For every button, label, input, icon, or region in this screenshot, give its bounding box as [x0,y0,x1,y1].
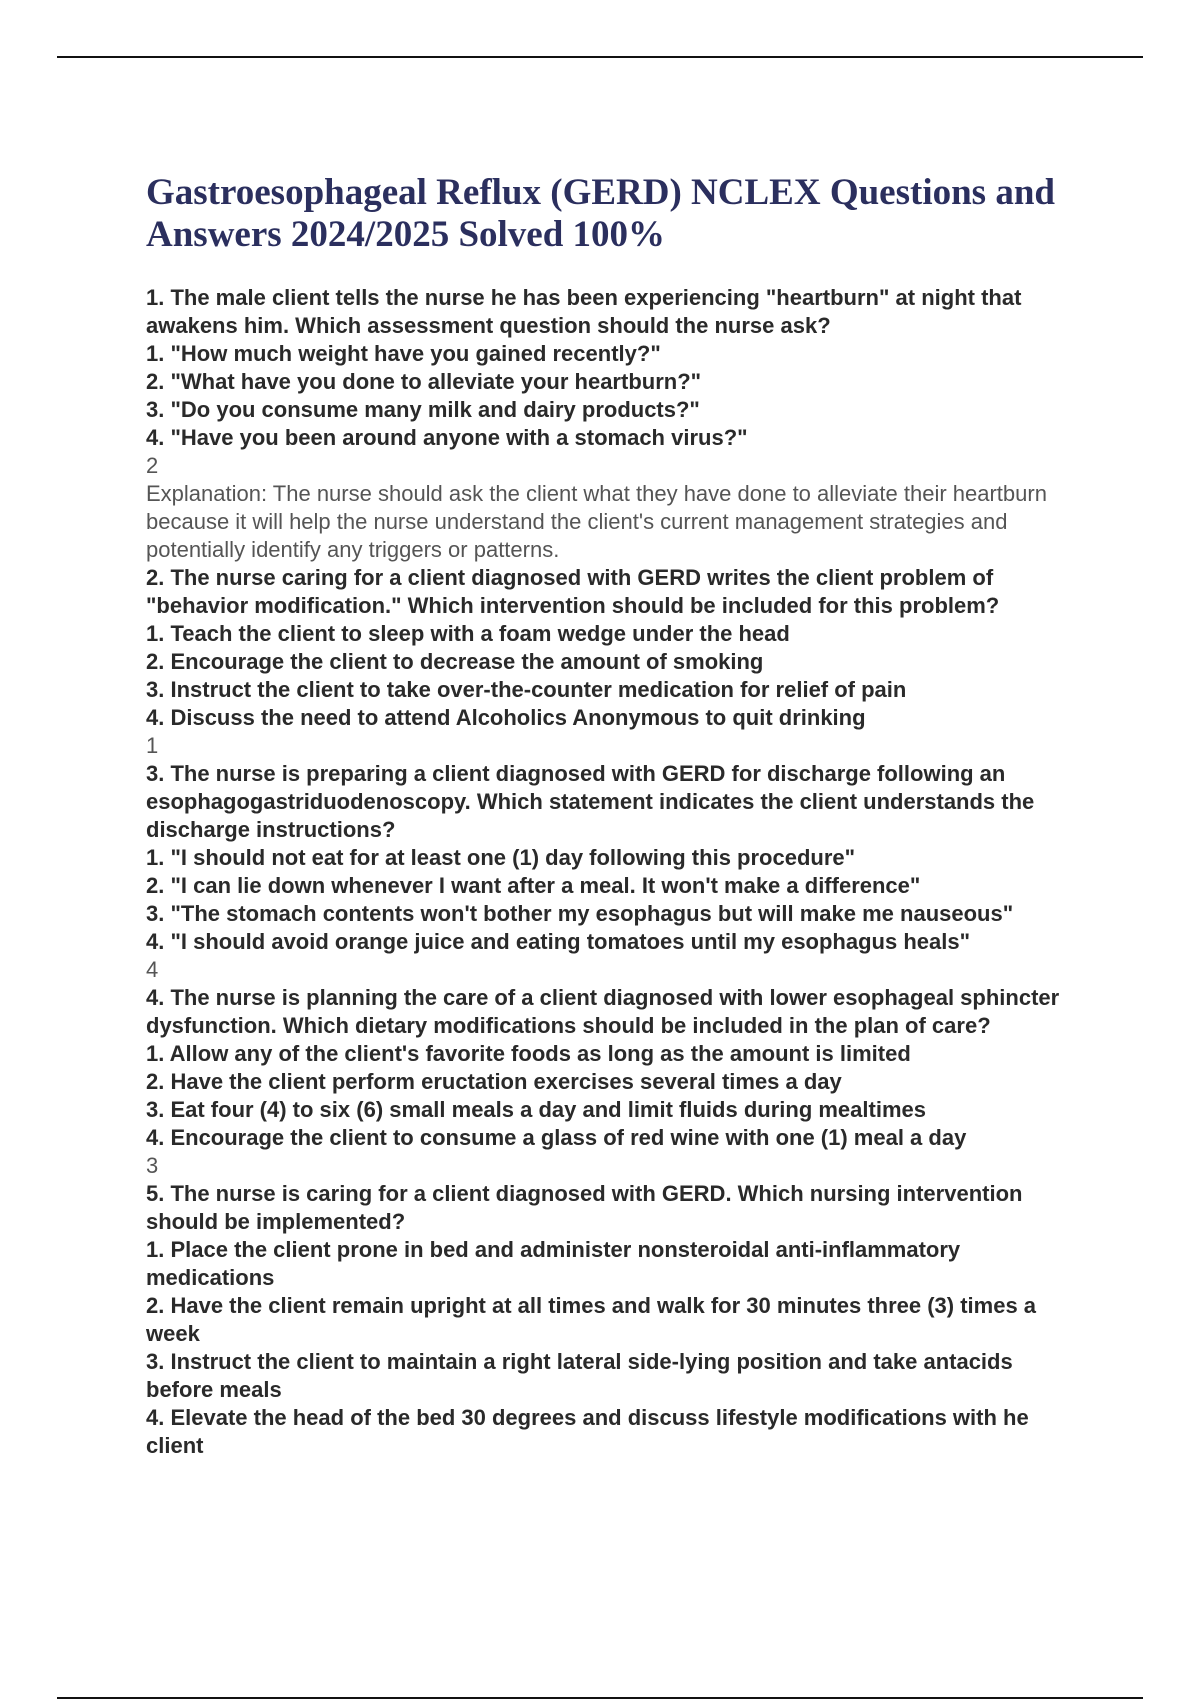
answer-option: 2. Have the client remain upright at all times and walk for 30 minutes three (3) times a week [146,1293,1037,1346]
question-block [146,564,1086,760]
correct-answer: 1 [146,733,159,758]
question-stem: 2. The nurse caring for a client diagnosed with GERD writes the client problem of "behavior modification." Which intervention should be included for this problem? [146,565,1000,618]
question-block [146,760,1086,984]
question-stem: 4. The nurse is planning the care of a client diagnosed with lower esophageal sphincter dysfunction. Which dietary modifications should be included in the plan of care? [146,985,1060,1038]
answer-option: 2. Have the client perform eructation exercises several times a day [146,1069,842,1094]
answer-option: 2. Encourage the client to decrease the amount of smoking [146,649,764,674]
answer-option: 2. "I can lie down whenever I want after a meal. It won't make a difference" [146,873,921,898]
correct-answer: 4 [146,957,159,982]
answer-option: 1. Allow any of the client's favorite foods as long as the amount is limited [146,1041,911,1066]
answer-option: 1. "I should not eat for at least one (1) day following this procedure" [146,845,856,870]
question-stem: 1. The male client tells the nurse he has been experiencing "heartburn" at night that awakens him. Which assessment question should the nurse ask? [146,285,1022,338]
answer-option: 4. Elevate the head of the bed 30 degrees and discuss lifestyle modifications with he client [146,1405,1029,1458]
answer-option: 1. Teach the client to sleep with a foam wedge under the head [146,621,790,646]
qa-list [146,284,1086,1460]
answer-option: 4. Encourage the client to consume a glass of red wine with one (1) meal a day [146,1125,967,1150]
answer-explanation: Explanation: The nurse should ask the client what they have done to alleviate their heartburn because it will help the nurse understand the client's current management strategies and potentially identify any triggers or patterns. [146,481,1047,562]
answer-option: 3. "The stomach contents won't bother my esophagus but will make me nauseous" [146,901,1014,926]
answer-option: 1. "How much weight have you gained recently?" [146,341,661,366]
document-title: Gastroesophageal Reflux (GERD) NCLEX Questions and Answers 2024/2025 Solved 100% [146,172,1055,255]
answer-option: 3. "Do you consume many milk and dairy products?" [146,397,700,422]
question-stem: 3. The nurse is preparing a client diagnosed with GERD for discharge following an esophagogastriduodenoscopy. Which statement indicates the client understands the discharge instructions? [146,761,1035,842]
question-block [146,1180,1086,1460]
answer-option: 3. Instruct the client to take over-the-counter medication for relief of pain [146,677,907,702]
top-divider [57,56,1143,58]
answer-option: 1. Place the client prone in bed and administer nonsteroidal anti-inflammatory medications [146,1237,961,1290]
bottom-divider [57,1697,1143,1699]
question-block [146,284,1086,564]
document-body [146,172,1086,1460]
answer-option: 4. "Have you been around anyone with a stomach virus?" [146,425,748,450]
correct-answer: 3 [146,1153,159,1178]
answer-option: 2. "What have you done to alleviate your heartburn?" [146,369,702,394]
answer-option: 3. Eat four (4) to six (6) small meals a day and limit fluids during mealtimes [146,1097,926,1122]
question-stem: 5. The nurse is caring for a client diagnosed with GERD. Which nursing intervention should be implemented? [146,1181,1023,1234]
answer-option: 3. Instruct the client to maintain a right lateral side-lying position and take antacids before meals [146,1349,1013,1402]
correct-answer: 2 [146,453,159,478]
answer-option: 4. "I should avoid orange juice and eating tomatoes until my esophagus heals" [146,929,971,954]
question-block [146,984,1086,1180]
answer-option: 4. Discuss the need to attend Alcoholics Anonymous to quit drinking [146,705,866,730]
